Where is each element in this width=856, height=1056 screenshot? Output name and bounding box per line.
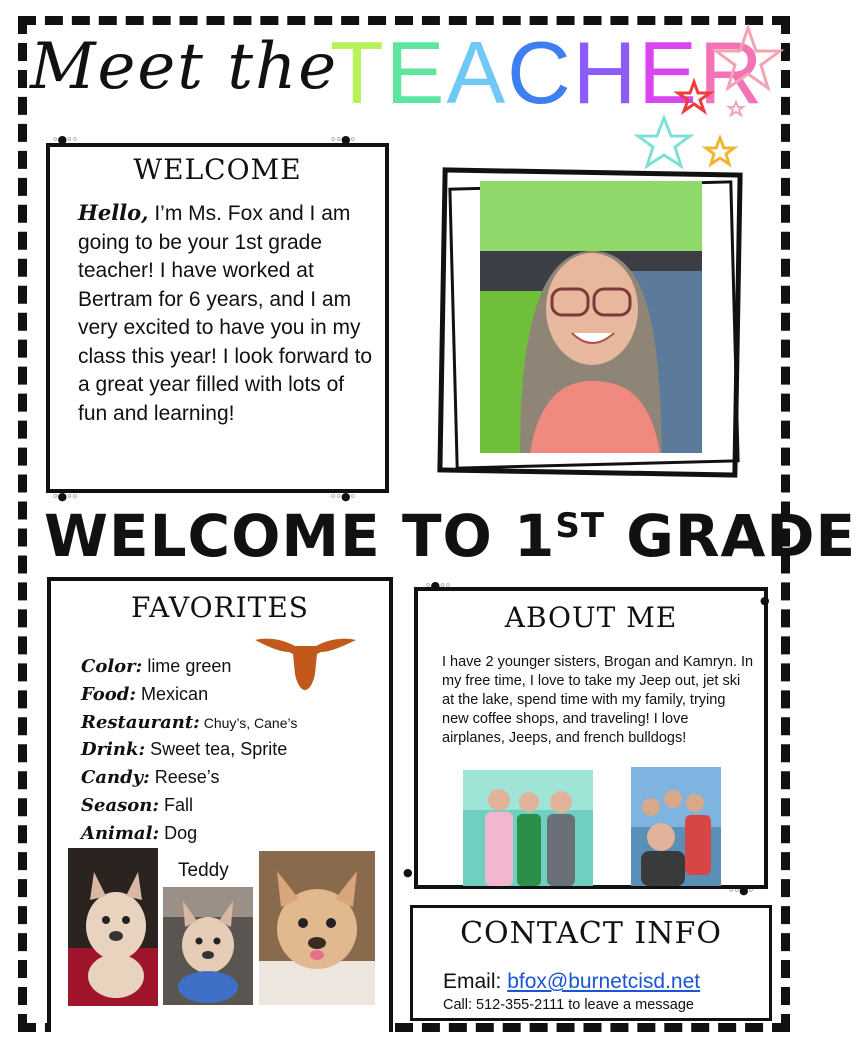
dog-photo xyxy=(68,848,158,1006)
star-icon xyxy=(638,118,690,166)
favorite-key: Drink: xyxy=(81,739,146,761)
welcome-box xyxy=(46,143,389,493)
favorite-key: Food: xyxy=(81,683,137,705)
favorite-value: Dog xyxy=(159,822,198,843)
corner-ornament: ◦●◦◦ xyxy=(52,133,78,146)
favorite-value: Sweet tea, Sprite xyxy=(145,739,288,760)
favorite-key: Restaurant: xyxy=(81,711,200,733)
corner-ornament: ◦◦●◦ xyxy=(728,884,754,897)
dog-name-label: Teddy xyxy=(178,860,229,881)
teacher-letter: A xyxy=(446,23,508,122)
favorite-item xyxy=(81,792,297,820)
welcome-hello: Hello, xyxy=(78,200,149,225)
teacher-letter: R xyxy=(699,23,765,122)
favorites-heading: FAVORITES xyxy=(131,591,309,624)
welcome-body: I’m Ms. Fox and I am going to be your 1st grade teacher! I have worked at Bertram for 6 years, and I am very excited to have you in my class this year! I look forward to a great year filled with lots of fun and learning! xyxy=(78,202,373,425)
star-icon xyxy=(716,28,780,88)
favorite-value: Fall xyxy=(159,794,194,815)
favorite-item xyxy=(81,820,297,848)
favorite-value: Reese’s xyxy=(149,767,220,788)
dog-photo xyxy=(259,851,375,1005)
welcome-grade-banner xyxy=(44,502,856,570)
about-text: I have 2 younger sisters, Brogan and Kamryn. In my free time, I love to take my Jeep out, jet ski at the lake, spend time with my family, trying new coffee shops, and traveling! I love airplanes, Jeeps, and french bulldogs! xyxy=(442,654,754,746)
corner-ornament: ◦●◦◦ xyxy=(52,490,78,503)
welcome-heading: WELCOME xyxy=(133,153,302,186)
banner-post: GRADE xyxy=(605,502,856,570)
favorite-value: lime green xyxy=(142,656,232,676)
welcome-text xyxy=(78,199,378,428)
corner-ornament: ● xyxy=(403,866,412,879)
teacher-letter: C xyxy=(507,23,573,122)
email-label: Email: xyxy=(443,970,508,993)
favorite-key: Animal: xyxy=(81,822,160,844)
teacher-letter: T xyxy=(330,23,386,122)
longhorn-logo-icon xyxy=(253,632,358,692)
favorite-key: Season: xyxy=(81,794,159,816)
email-link[interactable]: bfox@burnetcisd.net xyxy=(507,970,701,993)
favorite-value: Mexican xyxy=(136,683,209,704)
corner-ornament: ● xyxy=(760,594,769,607)
favorite-key: Candy: xyxy=(81,767,150,789)
teacher-letter: E xyxy=(385,23,447,122)
star-icon xyxy=(706,138,734,164)
star-icon xyxy=(678,82,710,111)
teacher-letter: E xyxy=(638,23,699,122)
star-icon xyxy=(729,102,743,115)
about-heading: ABOUT ME xyxy=(504,601,678,634)
banner-pre: WELCOME TO 1 xyxy=(44,502,556,570)
teacher-photo xyxy=(480,181,702,453)
teacher-letter: H xyxy=(572,23,639,122)
banner-sup: ST xyxy=(555,506,606,546)
corner-ornament: ◦◦●◦ xyxy=(330,490,356,503)
favorite-item xyxy=(81,709,297,737)
call-info: Call: 512-355-2111 to leave a message xyxy=(443,997,694,1013)
contact-box xyxy=(410,905,772,1021)
email-row xyxy=(443,970,700,994)
family-photo xyxy=(463,770,593,886)
corner-ornament: ◦●◦◦ xyxy=(425,579,451,592)
dog-photo xyxy=(163,887,253,1005)
favorite-value: Chuy’s, Cane’s xyxy=(199,714,298,731)
decorative-stars xyxy=(630,18,790,188)
family-photo xyxy=(631,767,721,886)
title-meet: Meet the xyxy=(30,30,339,104)
corner-ornament: ◦◦●◦ xyxy=(330,133,356,146)
favorite-item xyxy=(81,736,297,764)
favorite-item xyxy=(81,764,297,792)
contact-heading: CONTACT INFO xyxy=(460,916,722,951)
favorite-key: Color: xyxy=(81,656,143,677)
